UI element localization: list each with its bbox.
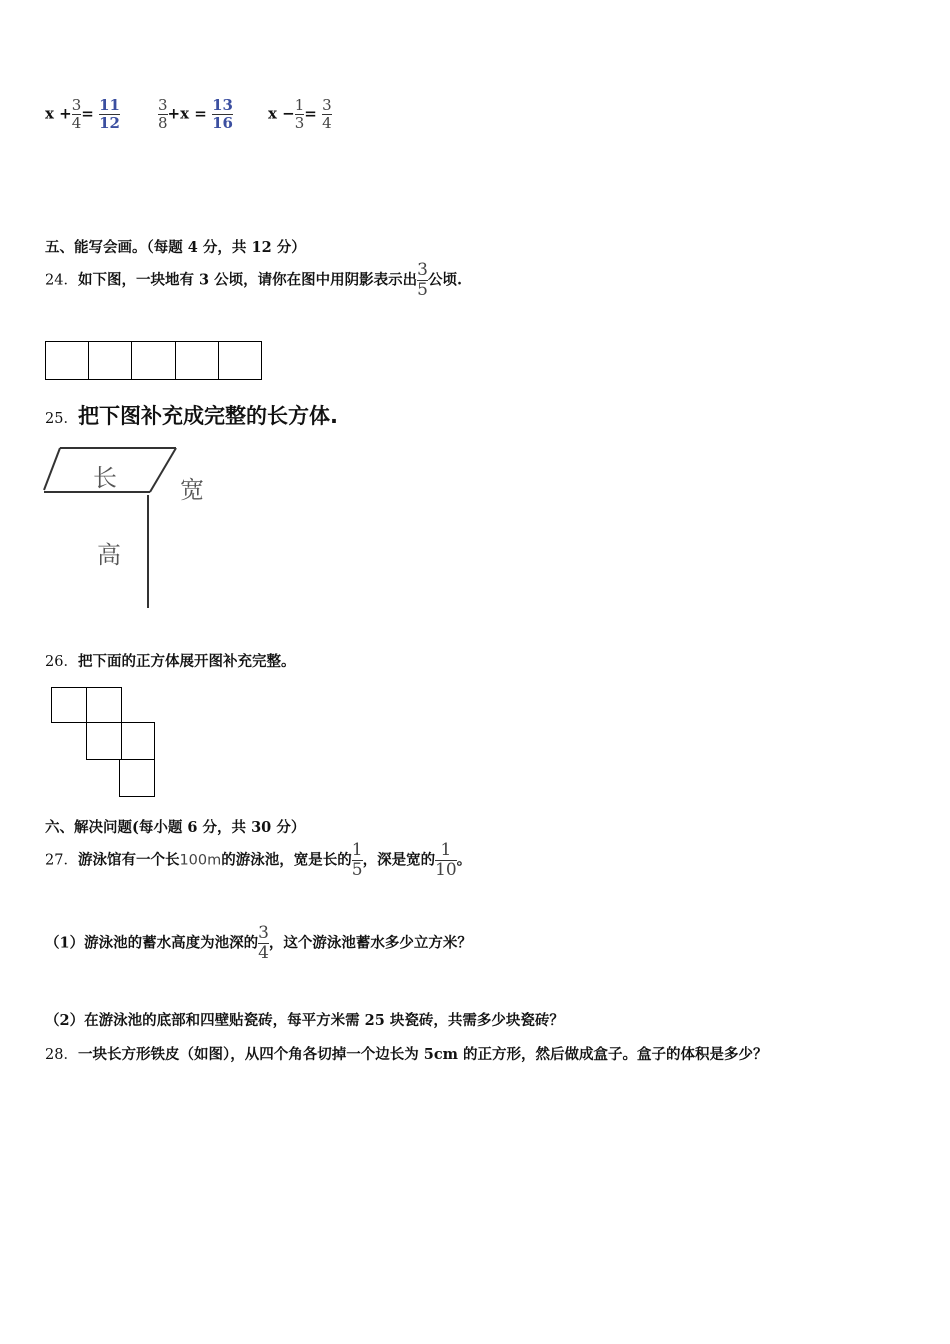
grid-cell[interactable] bbox=[89, 342, 132, 379]
equation-2: $\frac{3}{8}$ +x = $\frac{13}{16}$ bbox=[158, 96, 233, 132]
fraction: $\frac{1}{3}$ bbox=[294, 96, 305, 132]
question-27-part-2: （2）在游泳池的底部和四壁贴瓷砖，每平方米需 25 块瓷砖，共需多少块瓷砖？ bbox=[45, 1012, 564, 1029]
net-square bbox=[121, 722, 155, 760]
land-grid bbox=[45, 341, 262, 380]
equation-1: x + $\frac{3}{4}$ = $\frac{11}{12}$ bbox=[45, 96, 120, 132]
top-left-edge bbox=[44, 448, 60, 490]
label-width: 宽 bbox=[180, 476, 204, 504]
equation-3: x − $\frac{1}{3}$ = $\frac{3}{4}$ bbox=[268, 96, 332, 132]
question-27: 27．游泳馆有一个长100m的游泳池，宽是长的 $\frac{1}{5}$ ，深是宽的 $\frac{1}{10}$ 。 bbox=[45, 840, 472, 880]
fraction: $\frac{13}{16}$ bbox=[212, 96, 233, 132]
section-5-heading: 五、能写会画。（每题 4 分，共 12 分） bbox=[45, 239, 306, 256]
fraction: $\frac{1}{5}$ bbox=[351, 840, 363, 880]
pool-length: 100m bbox=[179, 852, 222, 869]
fraction: $\frac{3}{4}$ bbox=[258, 923, 269, 963]
fraction: $\frac{11}{12}$ bbox=[99, 96, 120, 132]
fraction: $\frac{3}{8}$ bbox=[158, 96, 168, 132]
top-right-edge bbox=[150, 448, 176, 492]
fraction: $\frac{3}{5}$ bbox=[417, 260, 428, 300]
grid-cell[interactable] bbox=[132, 342, 175, 379]
cuboid-figure bbox=[40, 440, 280, 615]
question-27-part-1: （1）游泳池的蓄水高度为池深的 $\frac{3}{4}$ ，这个游泳池蓄水多少立方米？ bbox=[45, 923, 472, 963]
fraction: $\frac{3}{4}$ bbox=[71, 96, 82, 132]
grid-cell[interactable] bbox=[219, 342, 261, 379]
grid-cell[interactable] bbox=[176, 342, 219, 379]
fraction: $\frac{3}{4}$ bbox=[322, 96, 332, 132]
label-height: 高 bbox=[97, 541, 121, 569]
fraction: $\frac{1}{10}$ bbox=[435, 840, 457, 880]
net-square bbox=[86, 722, 122, 760]
net-square bbox=[119, 759, 155, 797]
label-length: 长 bbox=[93, 464, 117, 492]
net-square bbox=[86, 687, 122, 723]
question-24: 24．如下图，一块地有 3 公顷，请你在图中用阴影表示出 $\frac{3}{5}$ 公顷. bbox=[45, 260, 463, 300]
grid-cell[interactable] bbox=[46, 342, 89, 379]
section-6-heading: 六、解决问题(每小题 6 分，共 30 分） bbox=[45, 819, 306, 836]
question-26: 26．把下面的正方体展开图补充完整。 bbox=[45, 653, 296, 670]
net-square bbox=[51, 687, 87, 723]
question-28: 28．一块长方形铁皮（如图），从四个角各切掉一个边长为 5cm 的正方形，然后做成盒子。盒子的体积是多少？ bbox=[45, 1046, 768, 1063]
question-25: 25．把下图补充成完整的长方体. bbox=[45, 404, 338, 428]
